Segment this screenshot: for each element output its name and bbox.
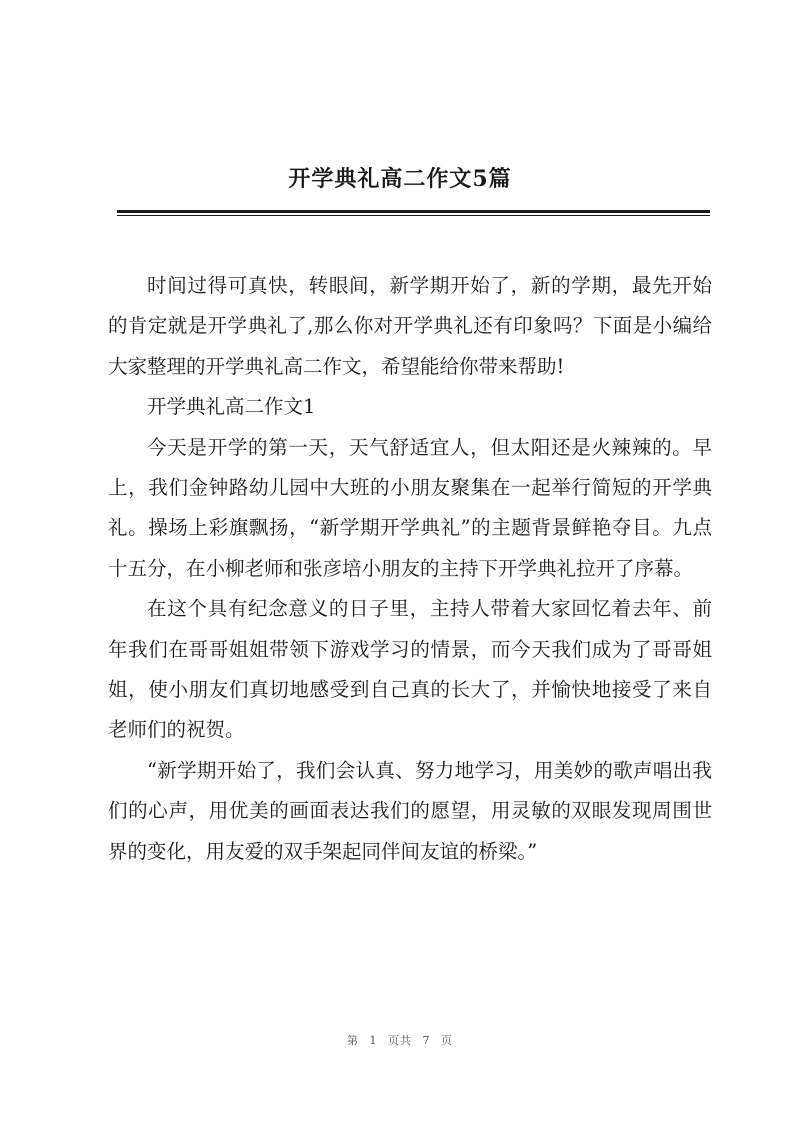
body-paragraph: 在这个具有纪念意义的日子里，主持人带着大家回忆着去年、前年我们在哥哥姐姐带领下游戏学习的情景，而今天我们成为了哥哥姐姐，使小朋友们真切地感受到自己真的长大了，并愉快地接受了来自老师们的祝贺。 [108,597,712,742]
body-paragraph: “新学期开始了，我们会认真、努力地学习，用美妙的歌声唱出我们的心声，用优美的画面表达我们的愿望，用灵敏的双眼发现周围世界的变化，用友爱的双手架起同伴间友谊的桥梁。” [108,758,712,863]
body-paragraph: 今天是开学的第一天，天气舒适宜人，但太阳还是火辣辣的。早上，我们金钟路幼儿园中大班的小朋友聚集在一起举行简短的开学典礼。操场上彩旗飘扬，“新学期开学典礼”的主题背景鲜艳夺目。九点十五分，在小柳老师和张彦培小朋友的主持下开学典礼拉开了序幕。 [108,435,712,580]
title-underline-thin [117,215,710,216]
page-number-footer: 第 1 页共 7 页 [347,1034,453,1047]
intro-paragraph: 时间过得可真快，转眼间，新学期开始了，新的学期，最先开始的肯定就是开学典礼了,那么你对开学典礼还有印象吗？下面是小编给大家整理的开学典礼高二作文，希望能给你带来帮助! [108,274,712,378]
document-body [108,266,712,872]
document-title: 开学典礼高二作文5篇 [288,166,512,192]
title-underline-thick [117,210,710,213]
section-heading: 开学典礼高二作文1 [147,395,316,419]
